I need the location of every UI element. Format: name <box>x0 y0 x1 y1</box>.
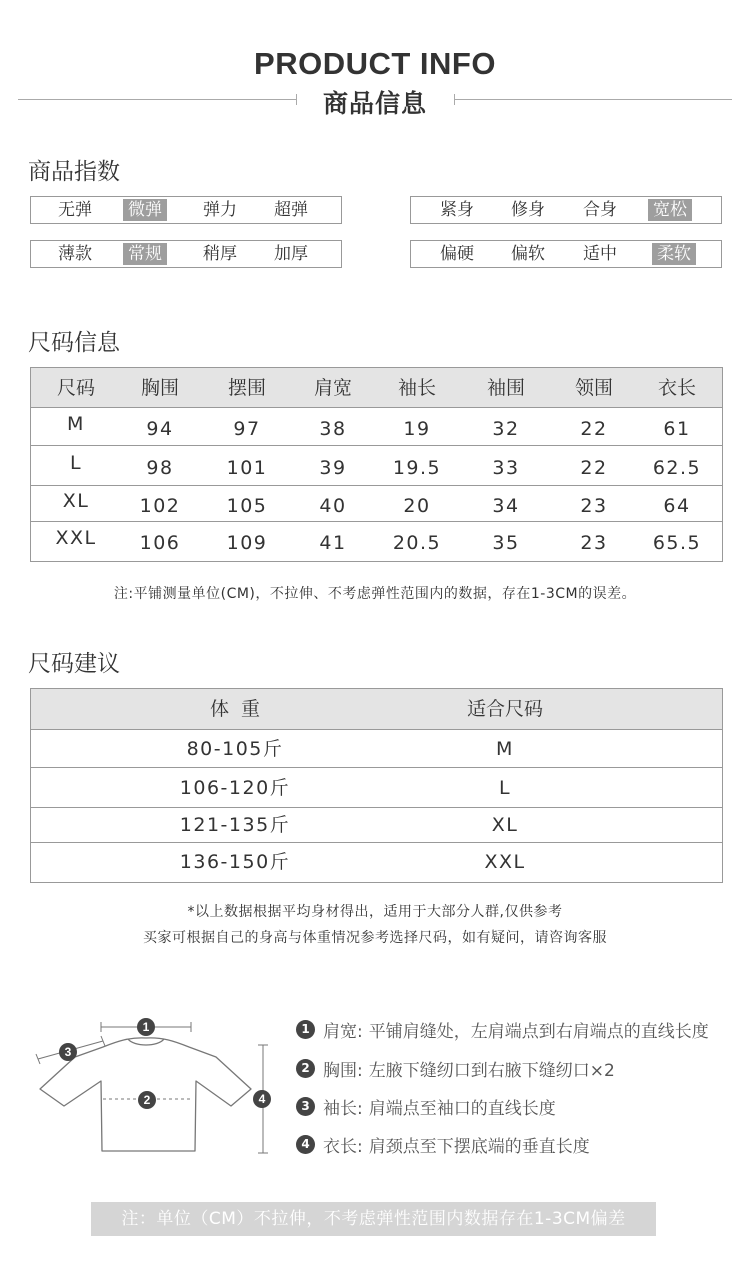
size-cell: 97 <box>233 418 261 440</box>
table-row <box>31 446 722 486</box>
garment-diagram <box>0 1005 290 1175</box>
legend-description: 平铺肩缝处，左肩端点到右肩端点的直线长度 <box>368 1021 709 1042</box>
size-cell: 39 <box>319 457 347 479</box>
size-table <box>30 367 723 562</box>
size-cell: 62.5 <box>652 457 702 479</box>
size-cell: M <box>67 413 85 435</box>
size-info-note: 注:平铺测量单位(CM)，不拉伸、不考虑弹性范围内的数据，存在1-3CM的误差。 <box>113 586 637 602</box>
measure-legend-item <box>296 1133 590 1155</box>
size-cell: XXL <box>55 527 97 549</box>
size-header-cell: 领围 <box>574 377 613 399</box>
index-section-title: 商品指数 <box>28 159 120 185</box>
index-box-2 <box>410 196 722 224</box>
index-option: 弹力 <box>203 200 237 220</box>
size-cell: 35 <box>492 532 520 554</box>
legend-description: 肩端点至袖口的直线长度 <box>368 1098 556 1119</box>
index-option: 偏软 <box>511 244 545 264</box>
size-header-cell: 胸围 <box>140 377 179 399</box>
index-option: 超弹 <box>274 200 308 220</box>
index-option: 无弹 <box>58 200 92 220</box>
size-cell: 19 <box>403 418 431 440</box>
size-header-cell: 袖围 <box>486 377 525 399</box>
size-cell: 98 <box>146 457 174 479</box>
legend-number-badge: 1 <box>296 1020 315 1039</box>
diagram-label-1: 1 <box>142 1020 150 1034</box>
advice-note-2: 买家可根据自己的身高与体重情况参考选择尺码，如有疑问，请咨询客服 <box>143 930 607 946</box>
legend-number-badge: 3 <box>296 1097 315 1116</box>
index-option: 薄款 <box>58 244 92 264</box>
index-option: 柔软 <box>652 243 696 265</box>
size-table-header <box>31 368 722 408</box>
size-cell: 106 <box>139 532 181 554</box>
legend-term: 衣长: <box>323 1136 363 1157</box>
footer-note: 注：单位（CM）不拉伸，不考虑弹性范围内数据存在1-3CM偏差 <box>91 1202 656 1236</box>
table-row <box>31 408 722 446</box>
advice-cell: 106-120斤 <box>179 777 291 799</box>
advice-cell: L <box>498 777 512 799</box>
advice-cell: XL <box>491 814 519 836</box>
table-row <box>31 522 722 561</box>
size-cell: 38 <box>319 418 347 440</box>
title-en: PRODUCT INFO <box>254 46 496 81</box>
legend-description: 肩颈点至下摆底端的垂直长度 <box>368 1136 590 1157</box>
size-header-cell: 肩宽 <box>313 377 352 399</box>
size-cell: 23 <box>580 495 608 517</box>
size-cell: 65.5 <box>652 532 702 554</box>
index-option: 加厚 <box>274 244 308 264</box>
size-cell: 20.5 <box>392 532 442 554</box>
advice-header-cell: 体 重 <box>209 698 261 720</box>
index-option: 微弹 <box>123 199 167 221</box>
size-header-cell: 尺码 <box>56 377 95 399</box>
diagram-label-3: 3 <box>64 1045 72 1059</box>
advice-cell: M <box>496 738 514 760</box>
table-row <box>31 730 722 768</box>
legend-term: 胸围: <box>323 1060 363 1081</box>
size-cell: XL <box>62 490 90 512</box>
size-cell: 101 <box>226 457 268 479</box>
advice-table-header <box>31 689 722 730</box>
size-header-cell: 袖长 <box>397 377 436 399</box>
size-cell: 64 <box>663 495 691 517</box>
legend-number-badge: 2 <box>296 1059 315 1078</box>
legend-number-badge: 4 <box>296 1135 315 1154</box>
size-cell: 33 <box>492 457 520 479</box>
index-option: 偏硬 <box>440 244 474 264</box>
advice-cell: 136-150斤 <box>179 851 291 873</box>
size-cell: 105 <box>226 495 268 517</box>
size-info-title: 尺码信息 <box>28 330 120 356</box>
measure-legend-item <box>296 1057 615 1079</box>
index-box-3 <box>30 240 342 268</box>
size-cell: 40 <box>319 495 347 517</box>
size-cell: 102 <box>139 495 181 517</box>
advice-cell: 121-135斤 <box>179 814 291 836</box>
legend-term: 袖长: <box>323 1098 363 1119</box>
size-cell: 109 <box>226 532 268 554</box>
index-option: 适中 <box>583 244 617 264</box>
measure-legend-item <box>296 1095 556 1117</box>
size-cell: 94 <box>146 418 174 440</box>
size-cell: 41 <box>319 532 347 554</box>
size-header-cell: 衣长 <box>657 377 696 399</box>
advice-cell: 80-105斤 <box>186 738 284 760</box>
diagram-label-2: 2 <box>143 1093 151 1107</box>
index-option: 宽松 <box>648 199 692 221</box>
size-cell: 23 <box>580 532 608 554</box>
legend-term: 肩宽: <box>323 1021 363 1042</box>
index-option: 紧身 <box>440 200 474 220</box>
table-row <box>31 843 722 882</box>
legend-description: 左腋下缝纫口到右腋下缝纫口×2 <box>368 1060 615 1081</box>
size-cell: 22 <box>580 418 608 440</box>
header-rule-right <box>454 99 732 100</box>
size-cell: 32 <box>492 418 520 440</box>
size-cell: 22 <box>580 457 608 479</box>
index-box-1 <box>30 196 342 224</box>
index-box-4 <box>410 240 722 268</box>
advice-note-1: *以上数据根据平均身材得出，适用于大部分人群,仅供参考 <box>187 904 563 920</box>
table-row <box>31 808 722 843</box>
size-cell: L <box>69 452 83 474</box>
measure-legend-item <box>296 1018 709 1040</box>
diagram-label-4: 4 <box>258 1092 266 1106</box>
size-cell: 34 <box>492 495 520 517</box>
size-advice-title: 尺码建议 <box>28 651 120 677</box>
size-cell: 19.5 <box>392 457 442 479</box>
table-row <box>31 768 722 808</box>
advice-cell: XXL <box>484 851 526 873</box>
advice-table <box>30 688 723 883</box>
title-cn: 商品信息 <box>322 89 427 118</box>
index-option: 常规 <box>123 243 167 265</box>
advice-header-cell: 适合尺码 <box>466 698 543 720</box>
index-option: 稍厚 <box>203 244 237 264</box>
table-row <box>31 486 722 522</box>
index-option: 修身 <box>511 200 545 220</box>
size-cell: 20 <box>403 495 431 517</box>
size-header-cell: 摆围 <box>227 377 266 399</box>
index-option: 合身 <box>583 200 617 220</box>
size-cell: 61 <box>663 418 691 440</box>
